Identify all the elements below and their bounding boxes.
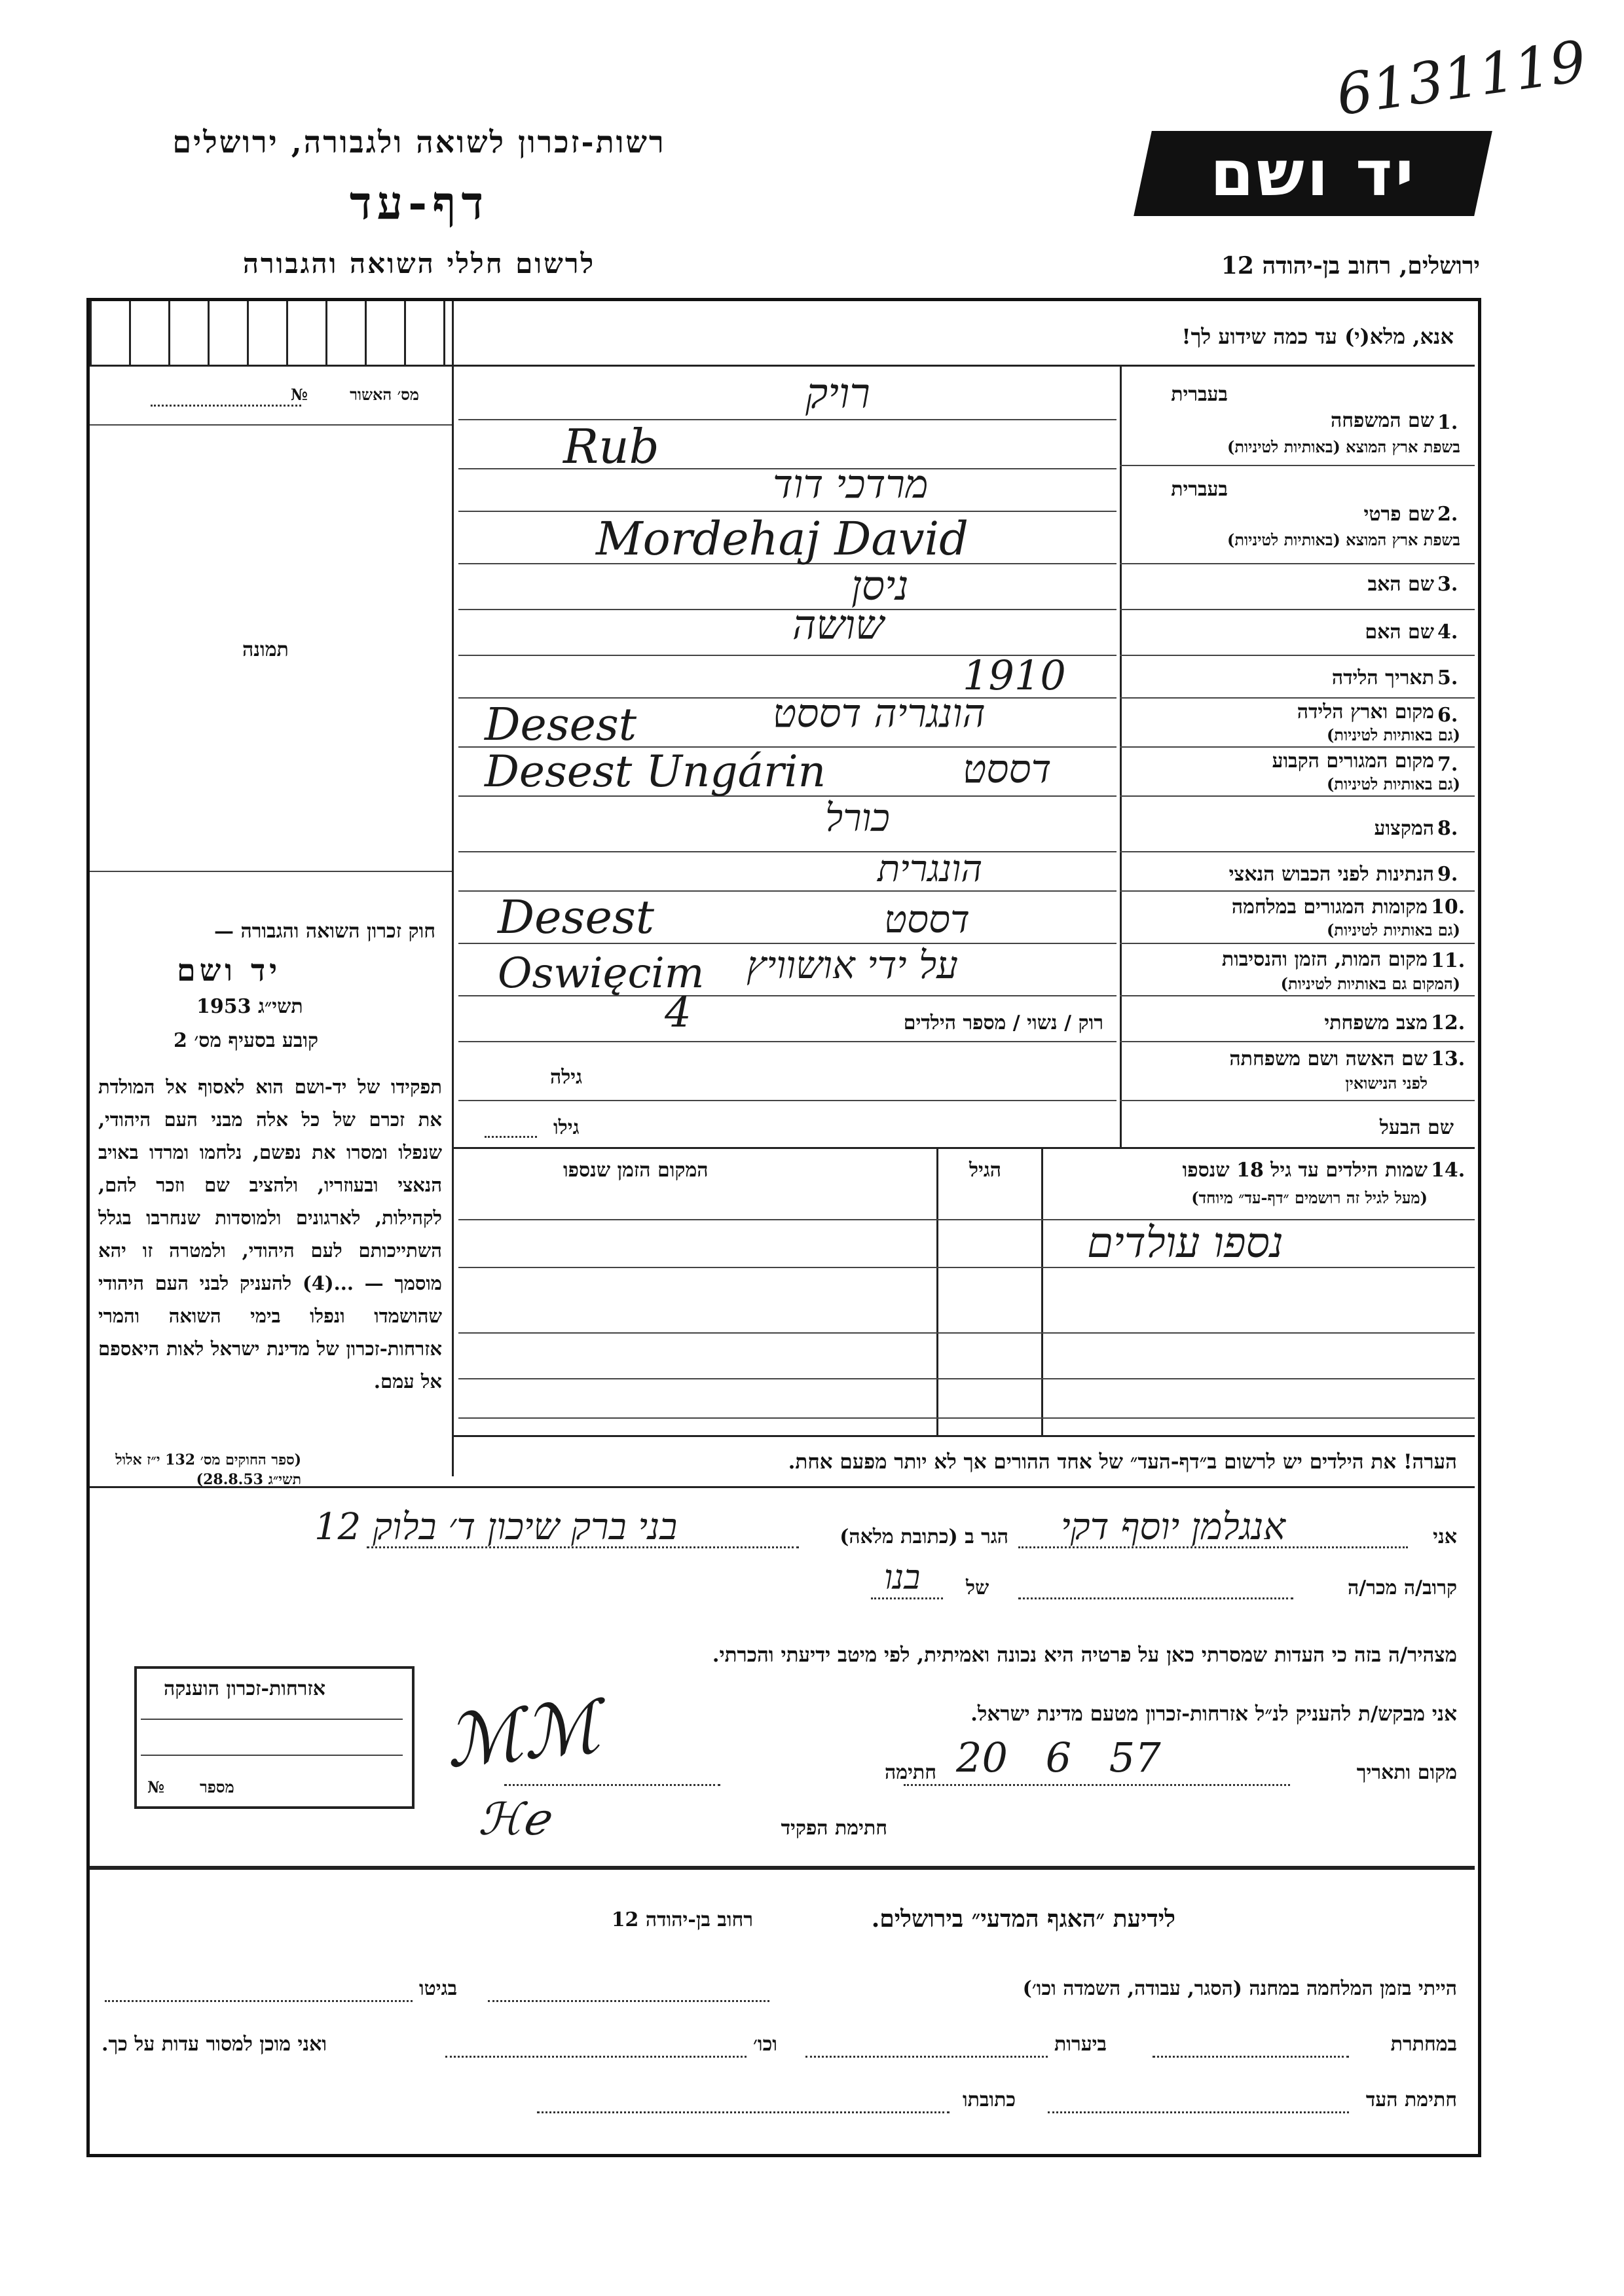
field3-label: שם האב xyxy=(1367,573,1434,596)
ani-label: אני xyxy=(1433,1525,1457,1548)
photo-ticks xyxy=(90,301,452,365)
field10-sub: (גם באותיות לטיניות) xyxy=(1326,920,1460,939)
field1-value-heb: רויק xyxy=(805,370,870,418)
relation-value: בנו xyxy=(884,1558,921,1597)
date-value: 20 6 57 xyxy=(956,1734,1161,1781)
citizenship-no-suffix: № xyxy=(147,1777,165,1796)
form-subtitle: לרשום חללי השואה והגבורה xyxy=(242,247,596,280)
photo-label: תמונה xyxy=(242,638,289,661)
field6-value-heb: הונגריה דססט xyxy=(773,691,986,737)
field9-label: הנתינות לפני הכבוש הנאצי xyxy=(1228,863,1434,886)
children-place-col: המקום הזמן שנספו xyxy=(563,1159,709,1182)
field6-num: 6. xyxy=(1437,704,1458,727)
field7-sub: (גם באותיות לטיניות) xyxy=(1326,774,1460,793)
field4-label: שם האם xyxy=(1365,621,1434,644)
field5-num: 5. xyxy=(1437,666,1458,689)
intro-text: אנא, מלא(י) עד כמה שידוע לך! xyxy=(1181,324,1454,349)
officer-scribble: ℋℯ xyxy=(478,1794,549,1846)
field7-value-latin: Desest Ungárin xyxy=(485,746,826,797)
info-line3-b: כתובתו xyxy=(963,2088,1016,2111)
field6-value-latin: Desest xyxy=(485,699,637,751)
field9-num: 9. xyxy=(1437,863,1458,886)
law-gazette: (ספר החוקים מס׳ 132 י״ז אלול תשי״ג 28.8.53) xyxy=(115,1451,301,1488)
field13-num: 13. xyxy=(1431,1048,1466,1070)
citizenship-box-title: אזרחות-זכרון הוענקה xyxy=(164,1677,326,1700)
field7-label: מקום המגורים הקבוע xyxy=(1272,750,1434,773)
field4-value: שושה xyxy=(792,601,884,649)
field6-sub: (גם באותיות לטיניות) xyxy=(1326,725,1460,744)
field4-num: 4. xyxy=(1437,621,1458,644)
field3-num: 3. xyxy=(1437,573,1458,596)
field13-label: שם האשה ושם משפחתה xyxy=(1229,1048,1428,1070)
place-date-label: מקום ותאריך xyxy=(1356,1761,1457,1784)
field2-num: 2. xyxy=(1437,503,1458,526)
yad-vashem-logo xyxy=(1134,131,1492,216)
field12-options: רוק / נשוי / מספר הילדים xyxy=(903,1011,1103,1034)
law-title: חוק זכרון השואה והגבורה — xyxy=(214,920,435,943)
declaration-text: מצהיר/ה בזה כי העדות שמסרתי כאן על פרטיה היא נכונה ואמיתית, לפי מיטב ידיעתי והכרתי. xyxy=(712,1643,1457,1667)
info-line3-a: חתימת העד xyxy=(1365,2088,1457,2111)
approval-no-suffix: № xyxy=(290,385,308,404)
field1-value-latin: Rub xyxy=(563,419,659,474)
relation-label: קרוב/ה מכר/ה xyxy=(1348,1576,1457,1599)
field5-label: תאריך הלידה xyxy=(1331,666,1434,689)
field2-sub: בשפת ארץ המוצא (באותיות לטיניות) xyxy=(1227,530,1460,549)
declarant-address: בני ברק שיכון ד׳ בלוק 12 xyxy=(314,1506,678,1548)
children-entry: נספו עולדים xyxy=(1087,1219,1283,1267)
logo-text: יד ושם xyxy=(1209,137,1416,210)
field6-label: מקום וארץ הלידה xyxy=(1297,701,1434,723)
law-text: תפקידו של יד-ושם הוא לאסוף אל המולדת את זכרם של כל אלה מבני העם היהודי, שנפלו ומסרו את נפשם, נלחמו ומרדו באויב הנאצי ובעוזריו, ולהציב שם וזכר להם, לקהילות, לארגונים ולמוסדות שנחרבו בגלל השתייכותם לעם היהודי, ולמטרה זו יהא מוסמך — ...(4) להעניק לבני העם היהודי שהושמדו ונפלו בימי השואה והמרי אזרחות-זכרון של מדינת ישראל לאות היאספם אל עמם. xyxy=(98,1076,442,1393)
field8-num: 8. xyxy=(1437,817,1458,840)
field11-value-latin: Oswięcim xyxy=(498,949,705,998)
field3-value: ניסן xyxy=(851,562,909,610)
resides-label: הגר ב (כתובת מלאה) xyxy=(840,1525,1008,1548)
field10-label: מקומות המגורים במלחמה xyxy=(1231,896,1428,919)
archive-number: 6131119 xyxy=(1332,28,1591,129)
field1-heb-tag: בעברית xyxy=(1171,383,1228,406)
field13-age-label: גילה xyxy=(550,1066,583,1089)
info-line2-c: וכו׳ xyxy=(753,2033,777,2056)
declarant-name: אנגלמן יוסף דקי xyxy=(1061,1506,1285,1548)
husband-label: שם הבעל xyxy=(1379,1116,1454,1139)
field2-label: שם פרטי xyxy=(1363,503,1434,526)
info-line1-a: הייתי בזמן המלחמה במחנה (הסגר, עבודה, השמדה וכו׳) xyxy=(1022,1977,1457,2000)
children-sub: (מעל לגיל זה רושמים ״דף-עד״ מיוחד) xyxy=(1191,1188,1428,1207)
children-num: 14. xyxy=(1431,1159,1466,1182)
field10-num: 10. xyxy=(1431,896,1466,919)
law-clause: קובע בסעיף מס׳ 2 xyxy=(174,1029,319,1052)
children-age-col: הגיל xyxy=(969,1159,1002,1182)
field10-value-latin: Desest xyxy=(498,890,654,944)
field13-sub: לפני הנישואין xyxy=(1345,1074,1428,1093)
field5-value: 1910 xyxy=(963,651,1066,699)
signature-scribble: ℳℳ xyxy=(441,1685,604,1784)
of-label: של xyxy=(966,1576,989,1599)
field1-label: שם המשפחה xyxy=(1330,409,1434,432)
officer-label: חתימת הפקיד xyxy=(781,1817,887,1840)
field9-value: הונגרית xyxy=(877,848,983,890)
field2-value-latin: Mordehaj David xyxy=(596,512,969,566)
field12-value: 4 xyxy=(665,989,692,1037)
field11-sub: (המקום גם באותיות לטיניות) xyxy=(1280,974,1460,993)
institution-line: רשות-זכרון לשואה ולגבורה, ירושלים xyxy=(172,124,666,160)
field12-label: מצב משפחתי xyxy=(1324,1011,1428,1034)
field2-value-heb: מרדכי דוד xyxy=(773,462,929,507)
field12-num: 12. xyxy=(1431,1011,1466,1034)
info-heading: לידיעת ״האגף המדעי״ בירושלים. xyxy=(871,1905,1175,1933)
field11-label: מקום המות, הזמן והנסיבות xyxy=(1221,948,1428,971)
note-text: הערה! את הילדים יש לרשום ב״דף-העד״ של אחד ההורים אך לא יותר מפעם אחת. xyxy=(788,1450,1457,1474)
info-heading-address: רחוב בן-יהודה 12 xyxy=(611,1908,753,1931)
form-title: דף-עד xyxy=(349,175,489,230)
approval-no-label: מס׳ האשור xyxy=(350,385,419,404)
field7-value-heb: דססט xyxy=(963,746,1052,792)
field8-value: כורל xyxy=(825,795,890,840)
info-line2-a: במחתרת xyxy=(1390,2033,1457,2056)
approval-label xyxy=(291,385,308,404)
request-text: אני מבקש/ת להעניק לנ״ל אזרחות-זכרון מטעם מדינת ישראל. xyxy=(970,1702,1457,1726)
law-year: תשי״ג 1953 xyxy=(196,995,303,1018)
address: ירושלים, רחוב בן-יהודה 12 xyxy=(1221,252,1480,280)
children-label: שמות הילדים עד גיל 18 שנספו xyxy=(1182,1159,1428,1182)
info-line2-b: ביערות xyxy=(1054,2033,1107,2056)
signature-label: חתימה xyxy=(885,1761,936,1784)
field1-num: 1. xyxy=(1437,411,1458,434)
field10-value-heb: דססט xyxy=(884,897,970,941)
field1-sub: בשפת ארץ המוצא (באותיות לטיניות) xyxy=(1227,437,1460,456)
law-logo: יד ושם xyxy=(177,953,282,988)
husband-age-label: גילו xyxy=(553,1116,580,1139)
field11-value-heb: על ידי אושוויץ xyxy=(747,943,958,987)
info-line2-d: ואני מוכן למסור עדות על כך. xyxy=(101,2033,327,2056)
field11-num: 11. xyxy=(1431,949,1466,972)
field7-num: 7. xyxy=(1437,753,1458,776)
field2-heb-tag: בעברית xyxy=(1171,478,1228,501)
field8-label: המקצוע xyxy=(1374,817,1434,840)
info-line1-b: בגיטו xyxy=(419,1977,458,2000)
citizenship-no-label: מספר xyxy=(200,1777,234,1796)
